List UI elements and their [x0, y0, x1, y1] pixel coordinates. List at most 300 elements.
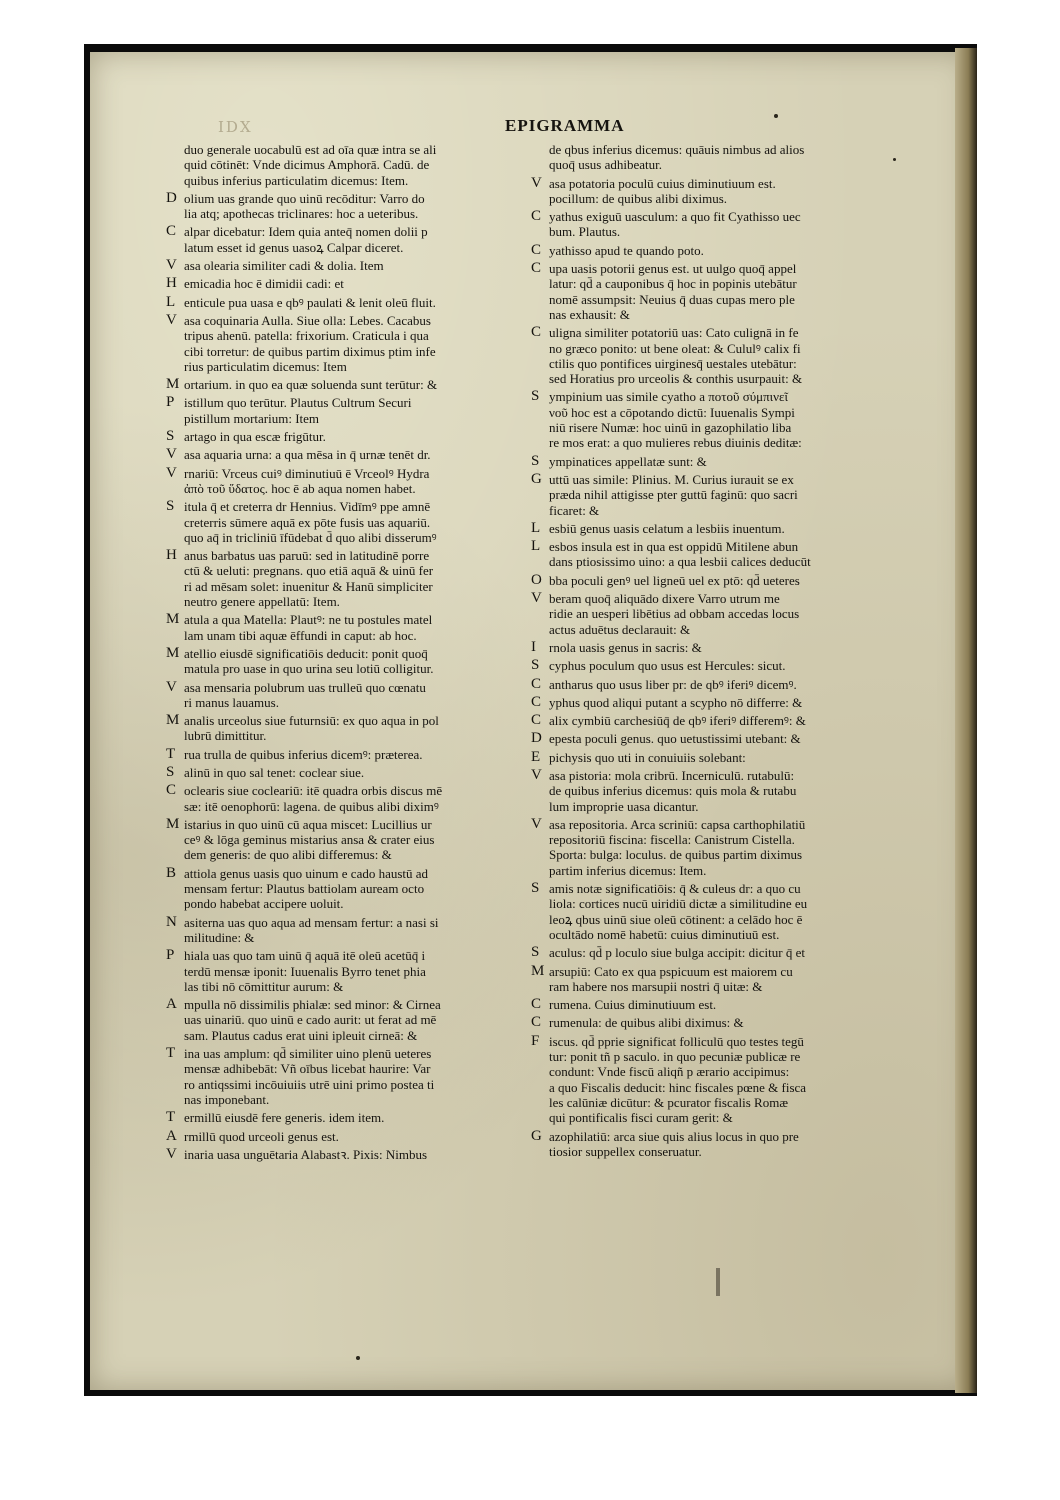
line-text: mensam fertur: Plautus battiolam auream octo: [184, 881, 425, 897]
text-line: [549, 896, 925, 911]
line-text: lum improprie uasa dicantur.: [549, 798, 699, 814]
entry-initial: C: [166, 223, 177, 240]
line-text: asiterna uas quo aqua ad mensam fertur: a nasi si: [184, 914, 439, 930]
line-text: olium uas grande quo uinū recōditur: Varro do: [184, 190, 425, 206]
text-line: [549, 142, 925, 157]
line-text: nas exhausit: &: [549, 306, 630, 322]
entry-initial: S: [166, 763, 175, 780]
line-text: asa potatoria poculū cuius diminutiuum est.: [549, 175, 776, 191]
entry-initial: C: [531, 996, 542, 1013]
entry-initial: M: [166, 815, 180, 832]
line-text: oclearis siue cocleariū: itē quadra orbis discus mē: [184, 783, 443, 799]
line-text: bum. Plautus.: [549, 224, 621, 240]
entry-initial: M: [166, 644, 180, 661]
text-line: [166, 763, 552, 780]
text-line: [531, 470, 925, 487]
entry-initial: N: [166, 913, 177, 930]
line-text: tur: ponit tñ p saculo. in quo pecuniæ publicæ re: [549, 1049, 801, 1065]
entry-initial: A: [166, 996, 177, 1013]
line-text: ermillū eiusdē fere generis. idem item.: [184, 1110, 385, 1126]
line-text: alinū in quo sal tenet: coclear siue.: [184, 764, 365, 780]
text-line: [166, 644, 552, 661]
entry-initial: M: [166, 376, 180, 393]
text-line: [531, 1032, 925, 1049]
line-text: pichysis quo uti in conuiuiis solebant:: [549, 749, 746, 765]
line-text: uttū uas simile: Plinius. M. Curius iurauit se ex: [549, 471, 794, 487]
text-line: [166, 1145, 552, 1162]
entry-initial: L: [531, 538, 541, 555]
text-line: [184, 628, 552, 643]
line-text: repositoriū fiscina: fiscella: Canistrum Cistella.: [549, 832, 795, 848]
entry-initial: V: [531, 590, 542, 607]
text-line: [184, 579, 552, 594]
text-line: [166, 464, 552, 481]
line-text: atellio eiusdē significatiōis deducit: ponit quoq̄: [184, 645, 428, 661]
left-column: [166, 142, 552, 1162]
entry-initial: C: [531, 693, 542, 710]
entry-initial: G: [531, 470, 542, 487]
text-line: [549, 1144, 925, 1159]
text-line: [531, 748, 925, 765]
line-text: azophilatiū: arca siue quis alius locus in quo pre: [549, 1128, 799, 1144]
line-text: creterris sūmere aquā ex pōte fusis uas aquariū.: [184, 514, 431, 530]
line-text: asa repositoria. Arca scriniū: capsa carthophilatiū: [549, 816, 806, 832]
entry-initial: C: [531, 324, 542, 341]
entry-initial: T: [166, 1045, 176, 1062]
line-text: alpar dicebatur: Idem quia anteq̄ nomen dolii p: [184, 224, 428, 240]
line-text: ympinatices appellatæ sunt: &: [549, 453, 707, 469]
text-line: [184, 661, 552, 676]
line-text: ridie an uesperi libētius ad obbam accedas locus: [549, 606, 800, 622]
line-text: lubrū dimittitur.: [184, 728, 267, 744]
text-line: [549, 276, 925, 291]
line-text: præda nihil attigisse pter guttū faginū: quo sacri: [549, 487, 798, 503]
line-text: ἀπὸ τοῦ ὕδατος. hoc ē ab aqua nomen habet.: [184, 480, 416, 496]
text-line: [531, 590, 925, 607]
text-line: [166, 498, 552, 515]
line-text: tripus ahenū. patella: frixorium. Craticula i qua: [184, 328, 429, 344]
text-line: [531, 388, 925, 405]
entry-initial: D: [531, 730, 542, 747]
line-text: arsupiū: Cato ex qua pspicuum est maiorem cu: [549, 963, 793, 979]
entry-initial: T: [166, 1109, 176, 1126]
line-text: asa pistoria: mola cribrū. Incerniculū. rutabulū:: [549, 767, 795, 783]
line-text: quibus inferius particulatim dicemus: Item.: [184, 172, 409, 188]
text-line: [184, 979, 552, 994]
text-line: [184, 328, 552, 343]
entry-initial: M: [166, 712, 180, 729]
text-line: [549, 420, 925, 435]
line-text: ri manus lauamus.: [184, 694, 279, 710]
line-text: inaria uasa unguētaria Alabastꝛ. Pixis: Nimbus: [184, 1146, 428, 1162]
line-text: ctilis quo pontifices uirginesq̄ uestales utebātur:: [549, 355, 797, 371]
text-line: [184, 832, 552, 847]
entry-initial: V: [166, 464, 177, 481]
text-line: [166, 1109, 552, 1126]
text-line: [184, 930, 552, 945]
text-line: [184, 157, 552, 172]
text-line: [531, 571, 925, 588]
text-line: [531, 260, 925, 277]
line-text: nas imponebant.: [184, 1091, 270, 1107]
line-text: aculus: qd̄ p loculo siue bulga accipit: dicitur q̄ et: [549, 945, 805, 961]
text-line: [549, 1049, 925, 1064]
line-text: ram habere nos marsupii nostri q̄ uitæ: &: [549, 978, 763, 994]
line-text: rumena. Cuius diminutiuum est.: [549, 997, 717, 1013]
entry-initial: C: [531, 260, 542, 277]
line-text: asa mensaria polubrum uas trulleū quo cœnatu: [184, 679, 426, 695]
text-line: [531, 638, 925, 655]
text-line: [549, 356, 925, 371]
text-line: [549, 832, 925, 847]
text-line: [166, 1127, 552, 1144]
line-text: niū risere Numæ: hoc uinū in gazophilatio liba: [549, 420, 792, 436]
text-line: [166, 745, 552, 762]
ink-dot: [774, 114, 778, 118]
entry-initial: C: [531, 241, 542, 258]
line-text: esbiū genus uasis celatum a lesbiis inuentum.: [549, 520, 785, 536]
line-text: de quibus inferius dicemus: quis mola & rutabu: [549, 783, 797, 799]
text-line: [549, 1095, 925, 1110]
text-line: [531, 730, 925, 747]
text-line: [166, 189, 552, 206]
line-text: ficaret: &: [549, 502, 600, 518]
text-line: [531, 962, 925, 979]
line-text: actus aduētus declarauit: &: [549, 621, 691, 637]
text-line: [549, 292, 925, 307]
text-line: [184, 594, 552, 609]
text-line: [166, 782, 552, 799]
line-text: alix cymbiū carchesiūq̄ de qbꝰ iferiꝰ differemꝰ: &: [549, 713, 806, 729]
text-line: [549, 863, 925, 878]
line-text: anus barbatus uas paruū: sed in latitudinē porre: [184, 548, 430, 564]
entry-initial: S: [531, 944, 540, 961]
line-text: a quo Fiscalis deducit: hinc fiscales pœne & fisca: [549, 1079, 807, 1095]
line-text: quoq̄ usus adhibeatur.: [549, 157, 663, 173]
line-text: les calūniæ dicūtur: & pcurator fiscalis Romæ: [549, 1094, 789, 1110]
text-line: [166, 815, 552, 832]
line-text: ortarium. in quo ea quæ soluenda sunt terūtur: &: [184, 377, 438, 393]
text-line: [184, 1028, 552, 1043]
entry-initial: P: [166, 947, 175, 964]
line-text: upa uasis potorii genus est. ut uulgo quoq̄ appel: [549, 261, 797, 277]
line-text: uas uinariū. quo uinū e cado aurit: ut ferat ad mē: [184, 1012, 437, 1028]
entry-initial: P: [166, 394, 175, 411]
text-line: [531, 519, 925, 536]
entry-initial: V: [166, 446, 177, 463]
line-text: hiala uas quo tam uinū q̄ aquā itē oleū acetūq̄ i: [184, 948, 426, 964]
entry-initial: H: [166, 547, 177, 564]
line-text: analis urceolus siue futurnsiū: ex quo aqua in pol: [184, 713, 439, 729]
line-text: ympinium uas simile cyatho a ποτοῦ σύμπινεῖ: [549, 389, 789, 405]
line-text: esbos insula est in qua est oppidū Mitilene abun: [549, 539, 799, 555]
line-text: leoꝝ qbus uinū siue oleū cōtinent: a celādo hoc ē: [549, 911, 803, 927]
text-line: [184, 1012, 552, 1027]
text-line: [549, 847, 925, 862]
text-line: [549, 554, 925, 569]
text-line: [184, 359, 552, 374]
text-line: [549, 912, 925, 927]
text-line: [531, 766, 925, 783]
text-line: [549, 927, 925, 942]
entry-initial: C: [531, 675, 542, 692]
line-text: ri ad mēsam solet: inuenitur & Hanū simpliciter: [184, 578, 433, 594]
entry-initial: T: [166, 745, 176, 762]
text-line: [549, 503, 925, 518]
line-text: yathus exiguū uasculum: a quo fit Cyathisso uec: [549, 209, 801, 225]
line-text: pondo habebat accipere uoluit.: [184, 896, 344, 912]
entry-initial: V: [166, 257, 177, 274]
text-line: [166, 611, 552, 628]
entry-initial: F: [531, 1032, 540, 1049]
line-text: rmillū quod urceoli genus est.: [184, 1128, 339, 1144]
entry-initial: C: [531, 1014, 542, 1031]
line-text: istarius in quo uinū cū aqua miscet: Lucillius ur: [184, 816, 432, 832]
line-text: ocultādo nomē habetū: cuius diminutiuū est.: [549, 926, 780, 942]
line-text: lia atq; apothecas triclinares: hoc a ueteribus.: [184, 206, 419, 222]
text-line: [549, 1110, 925, 1125]
text-line: [184, 799, 552, 814]
line-text: uligna similiter potatoriū uas: Cato culignā in fe: [549, 325, 799, 341]
entry-initial: V: [166, 311, 177, 328]
line-text: sam. Plautus cadus erat uini ipleuit cirneā: &: [184, 1027, 418, 1043]
text-line: [166, 311, 552, 328]
text-line: [184, 530, 552, 545]
text-line: [184, 881, 552, 896]
line-text: sed Horatius pro urceolis & conthis usurpauit: &: [549, 371, 803, 387]
entry-initial: V: [166, 678, 177, 695]
line-text: rnola uasis genus in sacris: &: [549, 639, 702, 655]
text-line: [531, 208, 925, 225]
entry-initial: C: [531, 712, 542, 729]
right-column: [531, 142, 925, 1159]
line-text: pistillum mortarium: Item: [184, 410, 320, 426]
text-line: [531, 675, 925, 692]
text-line: [549, 405, 925, 420]
text-line: [531, 1014, 925, 1031]
line-text: quid cōtinēt: Vnde dicimus Amphorā. Cadū. de: [184, 157, 430, 173]
text-line: [184, 1092, 552, 1107]
line-text: las tibi nō cōmittitur aurum: &: [184, 978, 344, 994]
line-text: rua trulla de quibus inferius dicemꝰ: præterea.: [184, 746, 423, 762]
line-text: tiosior suppellex conseruatur.: [549, 1143, 702, 1159]
line-text: rius particulatim dicemus: Item: [184, 358, 347, 374]
line-text: duo generale uocabulū est ad oīa quæ intra se ali: [184, 142, 437, 157]
line-text: de qbus inferius dicemus: quāuis nimbus ad alios: [549, 142, 805, 157]
line-text: bba poculi genꝰ uel ligneū uel ex ptō: qd̄ ueteres: [549, 572, 800, 588]
text-line: [549, 224, 925, 239]
line-text: ro antiqssimi incōuiuiis utrē uini primo postea ti: [184, 1076, 435, 1092]
line-text: terdū mensæ iponit: Iuuenalis Byrro tenet phia: [184, 963, 426, 979]
entry-initial: I: [531, 638, 536, 655]
line-text: rnariū: Vrceus cuiꝰ diminutiuū ē Vrceolꝰ Hydra: [184, 465, 430, 481]
page-header: EPIGRAMMA: [505, 116, 625, 135]
text-line: [531, 174, 925, 191]
line-text: enticule pua uasa e qbꝰ paulati & lenit oleū fluit.: [184, 294, 436, 310]
line-text: qui pontificalis fisci curam gerit: &: [549, 1110, 733, 1126]
entry-initial: C: [531, 208, 542, 225]
text-line: [166, 864, 552, 881]
entry-initial: V: [531, 174, 542, 191]
entry-initial: G: [531, 1127, 542, 1144]
text-line: [549, 1064, 925, 1079]
line-text: asa coquinaria Aulla. Siue olla: Lebes. Cacabus: [184, 312, 431, 328]
text-line: [166, 394, 552, 411]
text-line: [531, 815, 925, 832]
text-line: [184, 847, 552, 862]
text-line: [166, 428, 552, 445]
text-line: [166, 257, 552, 274]
entry-initial: S: [166, 428, 175, 445]
line-text: partim inferius dicemus: Item.: [549, 862, 707, 878]
text-line: [166, 547, 552, 564]
text-line: [184, 481, 552, 496]
entry-initial: H: [166, 275, 177, 292]
entry-initial: D: [166, 189, 177, 206]
line-text: cibi torretur: de quibus partim diximus ptim infe: [184, 343, 436, 359]
text-line: [184, 344, 552, 359]
text-line: [184, 1061, 552, 1076]
text-line: [531, 693, 925, 710]
text-line: [184, 240, 552, 255]
line-text: istillum quo terūtur. Plautus Cultrum Securi: [184, 395, 412, 411]
text-line: [531, 1127, 925, 1144]
entry-initial: C: [166, 782, 177, 799]
signature-mark: [716, 1268, 720, 1296]
entry-initial: V: [166, 1145, 177, 1162]
line-text: asa aquaria urna: a qua mēsa in q̄ urnæ tenēt dr.: [184, 447, 431, 463]
entry-initial: L: [166, 293, 176, 310]
text-line: [166, 678, 552, 695]
text-line: [184, 142, 552, 157]
text-line: [184, 728, 552, 743]
text-line: [531, 241, 925, 258]
line-text: iscus. qd̄ pprie significat folliculū quo testes tegū: [549, 1033, 804, 1049]
line-text: no græco ponito: ut bene oleat: & Cululꝰ calix fi: [549, 340, 801, 356]
text-line: [184, 1077, 552, 1092]
text-line: [531, 538, 925, 555]
line-text: amis notæ significatiōis: q̄ & culeus dr: a quo cu: [549, 881, 801, 897]
text-line: [549, 487, 925, 502]
line-text: dem generis: de quo alibi differemus: &: [184, 847, 392, 863]
line-text: asa olearia similiter cadi & dolia. Item: [184, 258, 384, 274]
entry-initial: S: [166, 498, 175, 515]
entry-initial: S: [531, 452, 540, 469]
line-text: latum esset id genus uasoꝝ Calpar diceret.: [184, 239, 404, 255]
text-line: [166, 947, 552, 964]
line-text: latur: qd̄ a cauponibus q̄ hoc in popinis utebātur: [549, 276, 797, 292]
entry-initial: M: [531, 962, 545, 979]
line-text: liola: cortices nucū uiridiū dictæ a similitudine eu: [549, 896, 808, 912]
text-line: [531, 880, 925, 897]
text-line: [166, 712, 552, 729]
ink-dot: [356, 1356, 360, 1360]
line-text: antharus quo usus liber pr: de qbꝰ iferiꝰ dicemꝰ.: [549, 676, 797, 692]
entry-initial: O: [531, 571, 542, 588]
ghost-header: IDX: [218, 118, 253, 136]
text-line: [531, 944, 925, 961]
text-line: [166, 223, 552, 240]
text-line: [531, 324, 925, 341]
text-line: [549, 606, 925, 621]
text-line: [549, 979, 925, 994]
entry-initial: M: [166, 611, 180, 628]
line-text: lam unam tibi aquæ ēffundi in caput: ab hoc.: [184, 627, 417, 643]
entry-initial: V: [531, 766, 542, 783]
entry-initial: S: [531, 388, 540, 405]
line-text: dans ptiosissimo uino: a qua lesbii calices deducūt: [549, 554, 811, 570]
text-line: [184, 411, 552, 426]
text-line: [166, 913, 552, 930]
text-line: [549, 1080, 925, 1095]
line-text: re mos erat: a quo mulieres rebus diuinis deditæ:: [549, 435, 802, 451]
line-text: militudine: &: [184, 929, 255, 945]
line-text: νοῦ hoc est a cōpotando dictū: Iuuenalis Sympi: [549, 404, 795, 420]
line-text: Sporta: bulga: loculus. de quibus partim diximus: [549, 847, 803, 863]
entry-initial: S: [531, 880, 540, 897]
text-line: [549, 371, 925, 386]
entry-initial: E: [531, 748, 541, 765]
text-line: [531, 452, 925, 469]
text-line: [549, 157, 925, 172]
page-edge: [955, 48, 977, 1393]
text-line: [166, 1045, 552, 1062]
line-text: pocillum: de quibus alibi diximus.: [549, 190, 728, 206]
text-line: [549, 435, 925, 450]
line-text: sæ: itē oenophorū: lagena. de quibus alibi diximꝰ: [184, 798, 439, 814]
text-line: [531, 996, 925, 1013]
text-line: [166, 293, 552, 310]
line-text: attiola genus uasis quo uinum e cado haustū ad: [184, 865, 429, 881]
entry-initial: S: [531, 657, 540, 674]
line-text: ceꝰ & lōga geminus mistarius ansa & crater eius: [184, 832, 435, 848]
text-line: [531, 712, 925, 729]
line-text: rumenula: de quibus alibi diximus: &: [549, 1015, 744, 1031]
line-text: ina uas amplum: qd̄ similiter uino plenū ueteres: [184, 1046, 432, 1062]
line-text: yathisso apud te quando poto.: [549, 242, 704, 258]
text-line: [184, 695, 552, 710]
text-line: [166, 376, 552, 393]
entry-initial: A: [166, 1127, 177, 1144]
line-text: ctū & ueluti: pregnans. quo etiā aquā & uinū fer: [184, 563, 434, 579]
text-line: [184, 964, 552, 979]
text-line: [549, 622, 925, 637]
text-line: [549, 191, 925, 206]
text-line: [184, 896, 552, 911]
line-text: artago in qua escæ frigūtur.: [184, 429, 326, 445]
text-line: [549, 783, 925, 798]
text-line: [549, 799, 925, 814]
line-text: beram quoq̄ aliquādo dixere Varro utrum me: [549, 591, 780, 607]
line-text: cyphus poculum quo usus est Hercules: sicut.: [549, 658, 786, 674]
line-text: emicadia hoc ē dimidii cadi: et: [184, 276, 344, 292]
line-text: yphus quod aliqui putant a scypho nō differre: &: [549, 694, 803, 710]
entry-initial: V: [531, 815, 542, 832]
line-text: neutro genere appellatū: Item.: [184, 594, 340, 610]
text-line: [549, 307, 925, 322]
text-line: [184, 206, 552, 221]
line-text: itula q̄ et creterra dr Hennius. Vidīmꝰ ppe amnē: [184, 499, 431, 515]
text-line: [549, 341, 925, 356]
line-text: atula a qua Matella: Plautꝰ: ne tu postules matel: [184, 612, 433, 628]
line-text: quo aq̄ in tricliniū īfūdebat d̄ quo alibi disserumꝰ: [184, 529, 437, 545]
line-text: mpulla nō dissimilis phialæ: sed minor: & Cirnea: [184, 997, 441, 1013]
text-line: [166, 275, 552, 292]
line-text: nomē assumpsit: Neuius q̄ duas cupas mero ple: [549, 291, 795, 307]
text-line: [184, 515, 552, 530]
line-text: matula pro uase in quo urina seu lotiū colligitur.: [184, 661, 434, 677]
line-text: condunt: Vnde fiscū aliqñ p ærario accipimus:: [549, 1064, 790, 1080]
